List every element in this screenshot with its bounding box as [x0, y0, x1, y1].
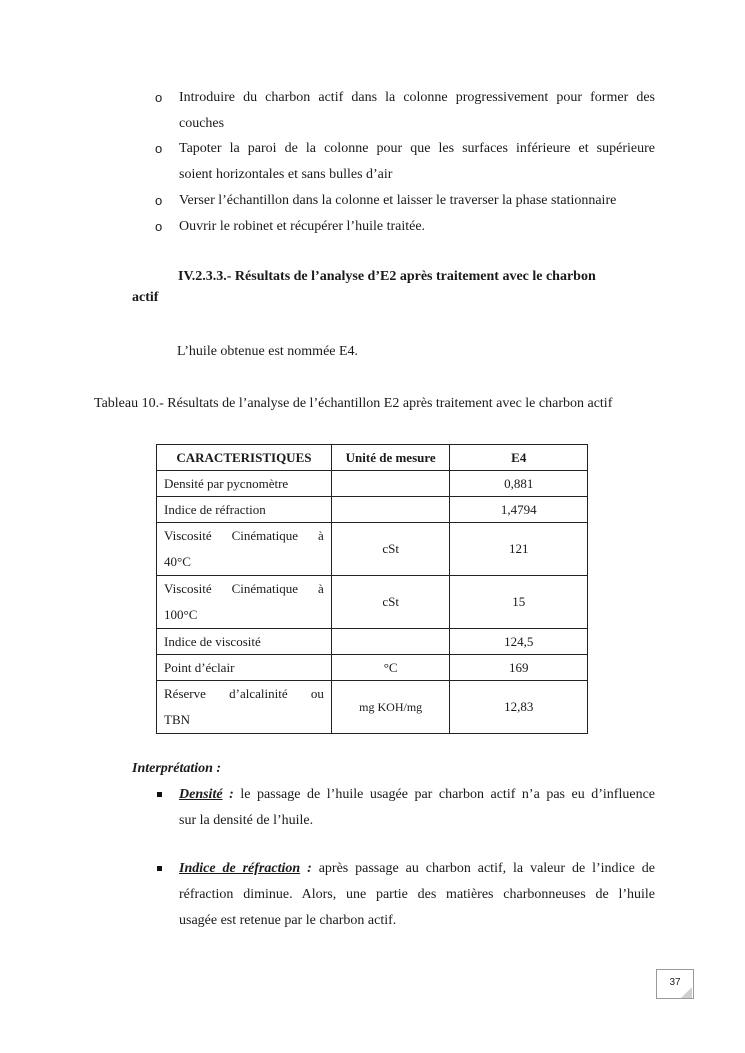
interpretation-continuation: usagée est retenue par le charbon actif.	[179, 913, 397, 928]
list-item: Verser l’échantillon dans la colonne et laisser le traverser la phase stationnaire	[179, 193, 617, 208]
page-number: 37	[656, 969, 694, 999]
interpretation-item: Densité : le passage de l’huile usagée par charbon actif n’a pas eu d’influence	[179, 787, 656, 802]
row-unit	[331, 629, 450, 655]
term-densite: Densité	[179, 787, 223, 802]
bullet-marker: o	[155, 141, 163, 156]
row-name: Point d’éclair	[157, 655, 332, 681]
page-corner-fold	[681, 987, 692, 998]
row-value: 124,5	[450, 629, 588, 655]
list-item: Tapoter la paroi de la colonne pour que les surfaces inférieure et supérieure	[179, 141, 655, 156]
square-bullet	[157, 792, 162, 797]
row-value: 1,4794	[450, 497, 588, 523]
row-unit	[331, 497, 450, 523]
list-item: Introduire du charbon actif dans la colonne progressivement pour former des	[179, 90, 655, 105]
list-item-continuation: couches	[179, 116, 225, 131]
header-e4: E4	[450, 445, 588, 471]
row-value: 121	[450, 523, 588, 576]
row-unit: cSt	[331, 576, 450, 629]
table-row	[157, 655, 588, 681]
bullet-marker: o	[155, 219, 163, 234]
row-name: Viscosité Cinématique à 40°C	[157, 523, 332, 576]
term-indice-refraction: Indice de réfraction	[179, 861, 301, 876]
section-heading: IV.2.3.3.- Résultats de l’analyse d’E2 après traitement avec le charbon	[178, 269, 596, 284]
bullet-marker: o	[155, 193, 163, 208]
row-value: 0,881	[450, 471, 588, 497]
list-item-continuation: soient horizontales et sans bulles d’air	[179, 167, 393, 182]
row-value: 169	[450, 655, 588, 681]
interpretation-continuation: sur la densité de l’huile.	[179, 813, 314, 828]
header-characteristics: CARACTERISTIQUES	[157, 445, 332, 471]
row-unit: °C	[331, 655, 450, 681]
row-unit	[331, 471, 450, 497]
results-table	[156, 444, 588, 734]
header-unit: Unité de mesure	[331, 445, 450, 471]
interpretation-title: Interprétation :	[132, 761, 222, 776]
list-item: Ouvrir le robinet et récupérer l’huile traitée.	[179, 219, 426, 234]
section-heading-continuation: actif	[132, 290, 159, 305]
row-unit: mg KOH/mg	[331, 681, 450, 734]
row-name: Densité par pycnomètre	[157, 471, 332, 497]
table-row	[157, 523, 588, 576]
table-row	[157, 629, 588, 655]
section-intro: L’huile obtenue est nommée E4.	[177, 344, 359, 359]
row-value: 15	[450, 576, 588, 629]
row-name: Indice de réfraction	[157, 497, 332, 523]
table-header-row	[157, 445, 588, 471]
table-row	[157, 497, 588, 523]
bullet-marker: o	[155, 90, 163, 105]
row-name: Viscosité Cinématique à 100°C	[157, 576, 332, 629]
table-row	[157, 471, 588, 497]
row-unit: cSt	[331, 523, 450, 576]
table-row	[157, 681, 588, 734]
table-caption: Tableau 10.- Résultats de l’analyse de l’échantillon E2 après traitement avec le charbon actif	[94, 396, 613, 411]
square-bullet	[157, 866, 162, 871]
table-row	[157, 576, 588, 629]
interpretation-continuation: réfraction diminue. Alors, une partie des matières charbonneuses de l’huile	[179, 887, 655, 902]
interpretation-item: Indice de réfraction : après passage au charbon actif, la valeur de l’indice de	[179, 861, 655, 876]
row-name: Réserve d’alcalinité ou TBN	[157, 681, 332, 734]
row-value: 12,83	[450, 681, 588, 734]
row-name: Indice de viscosité	[157, 629, 332, 655]
